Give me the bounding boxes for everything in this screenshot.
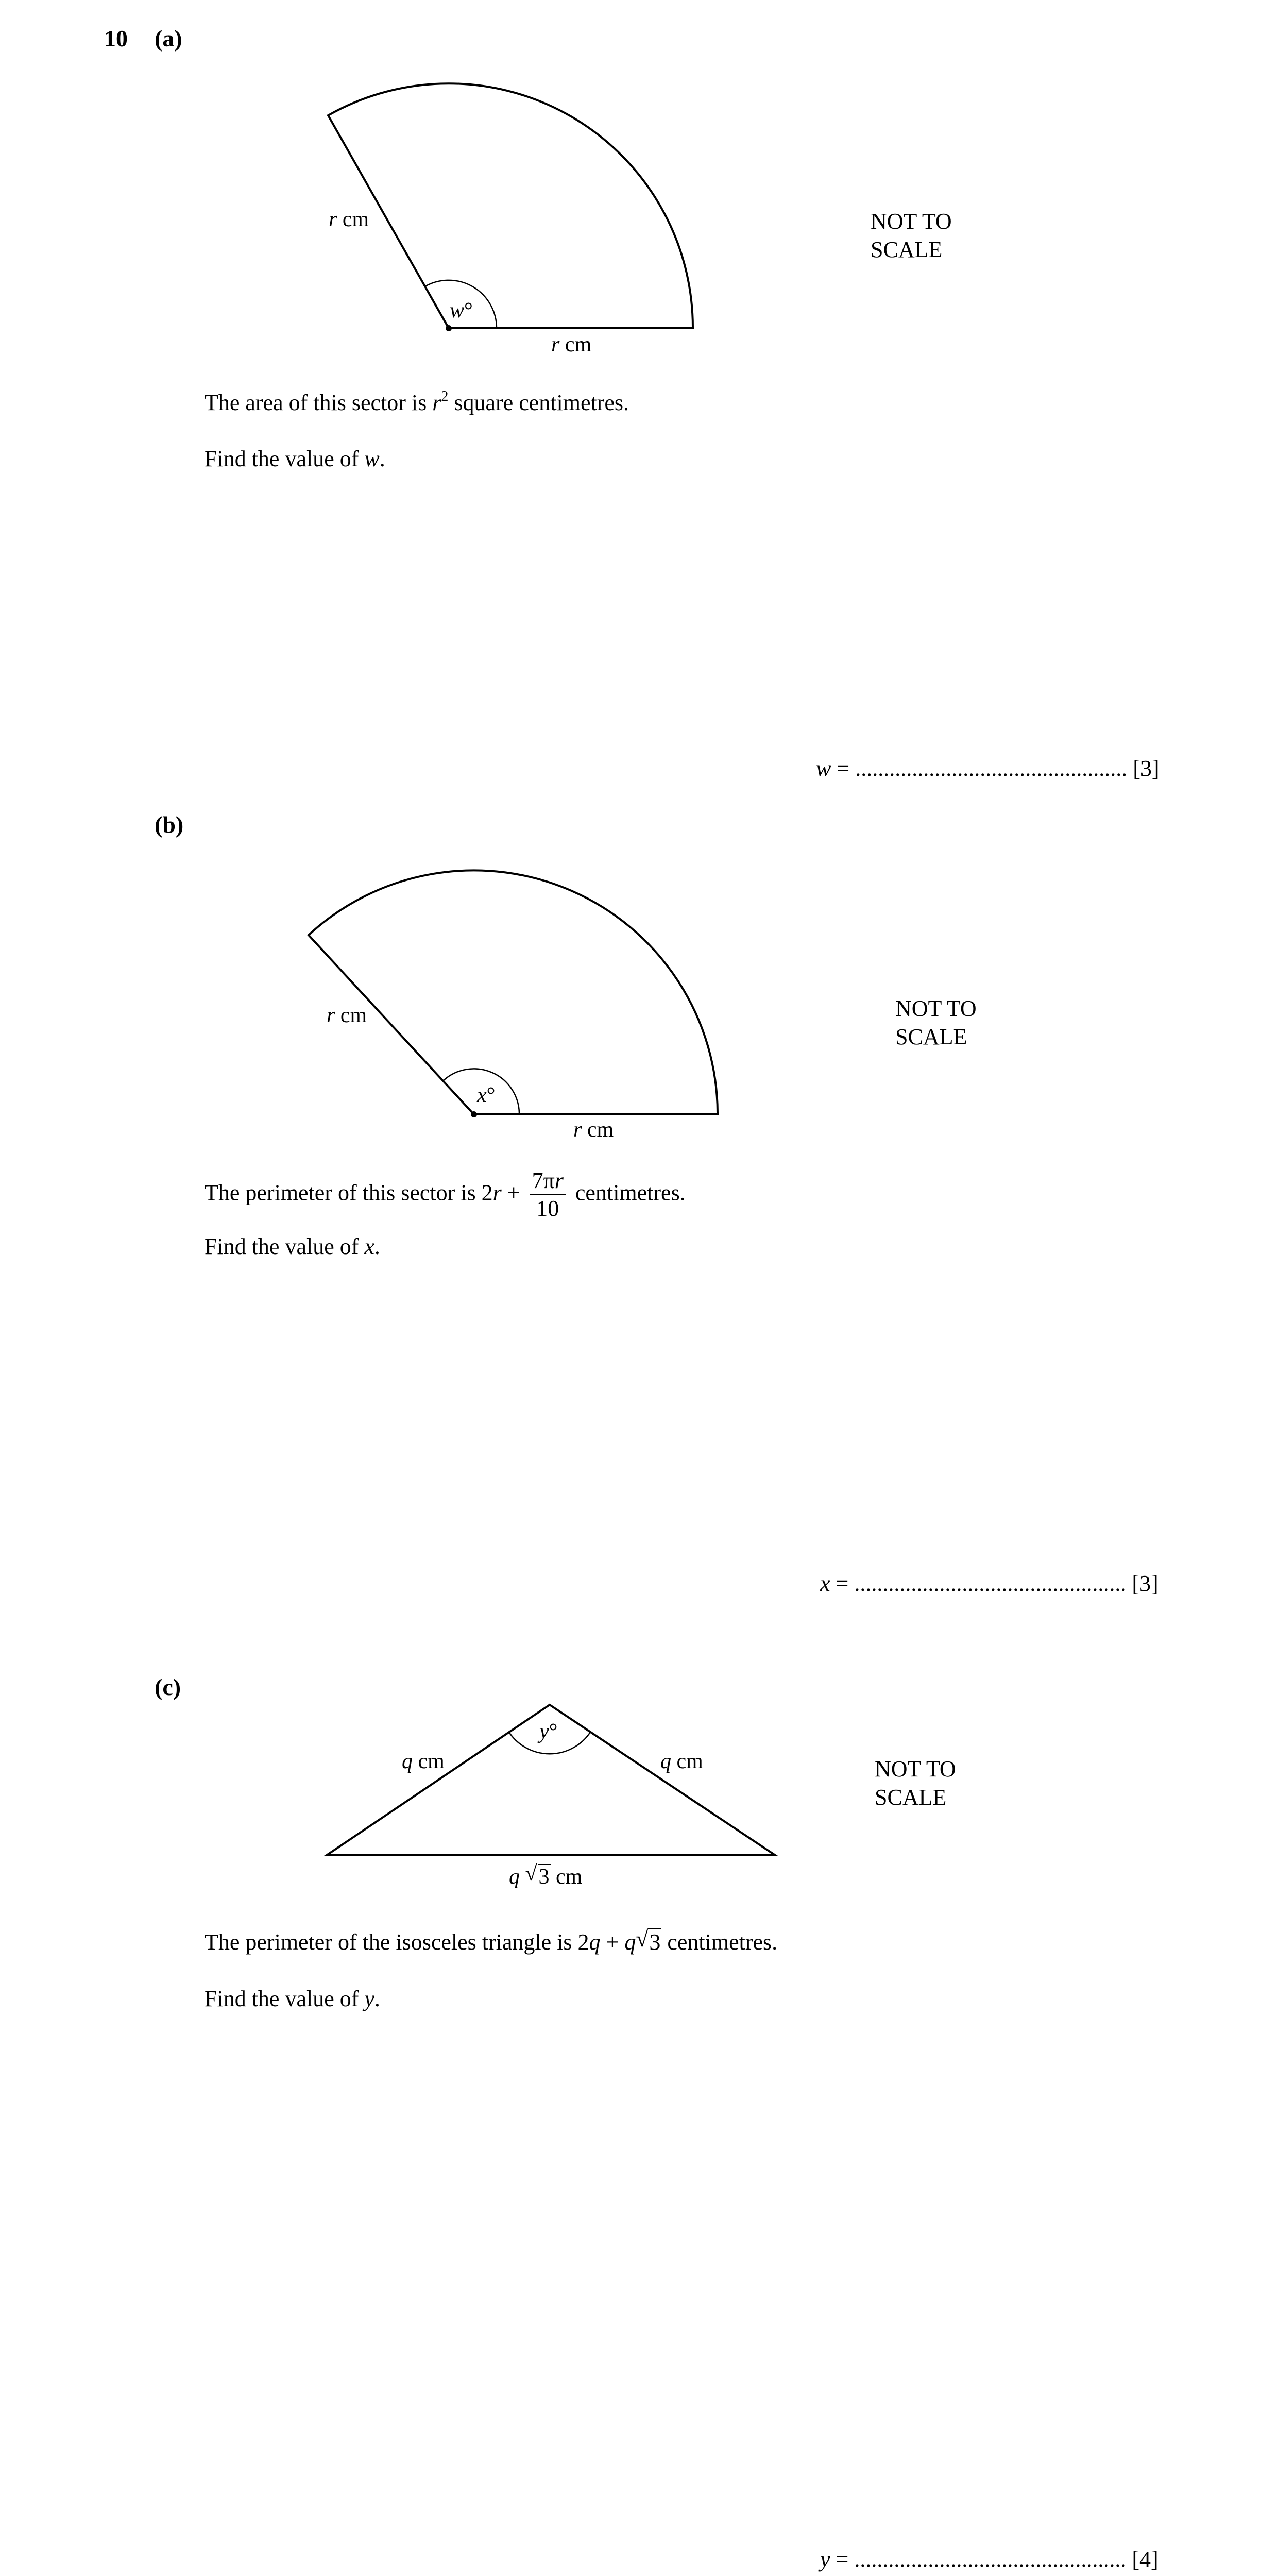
part-c-not-to-scale: NOT TO SCALE (875, 1756, 956, 1810)
part-c-statement: The perimeter of the isosceles triangle is 2q + q √ 3 centimetres. (205, 1926, 778, 1955)
part-b-marks: [3] (1132, 1571, 1158, 1596)
part-b-fraction: $\frac{7\pi r}{10}$ (530, 1168, 566, 1222)
part-c-answer-line[interactable]: y = ................................................ [4] (820, 2547, 1158, 2572)
part-b-answer-line[interactable]: x = ................................................ [3] (820, 1571, 1158, 1596)
part-b-angle-label: x° (477, 1083, 496, 1107)
part-a-instruction: Find the value of w. (205, 446, 385, 471)
part-c-marks: [4] (1132, 2547, 1158, 2572)
question-number: 10 (104, 25, 128, 52)
part-a-base-side-label: r cm (551, 333, 592, 357)
part-a-marks: [3] (1133, 756, 1160, 781)
part-c-right-side-label: q cm (660, 1750, 703, 1773)
part-b-slant-side-label: r cm (327, 1004, 367, 1027)
part-c-label: (c) (155, 1674, 181, 1700)
part-c-base-label: q √ 3 cm (509, 1862, 583, 1889)
part-a-not-to-scale: NOT TO SCALE (871, 209, 952, 262)
part-b-instruction: Find the value of x. (205, 1234, 380, 1259)
part-a-angle-label: w° (450, 299, 473, 323)
part-c-instruction: Find the value of y. (205, 1986, 380, 2011)
part-a-statement: The area of this sector is $r^2$ square centimetres. (205, 388, 629, 415)
part-c-angle-label: y° (539, 1720, 558, 1743)
part-a-slant-side-label: r cm (329, 208, 369, 231)
part-b-label: (b) (155, 811, 184, 838)
part-a-label: (a) (155, 25, 182, 52)
part-a-answer-line[interactable]: w = ................................................ [3] (816, 756, 1160, 781)
part-c-left-side-label: q cm (402, 1750, 445, 1773)
part-b-statement: The perimeter of this sector is 2r + $\frac{7\pi r}{10}$ centimetres. (205, 1168, 686, 1222)
part-b-not-to-scale: NOT TO SCALE (895, 996, 977, 1049)
part-b-base-side-label: r cm (573, 1118, 614, 1142)
